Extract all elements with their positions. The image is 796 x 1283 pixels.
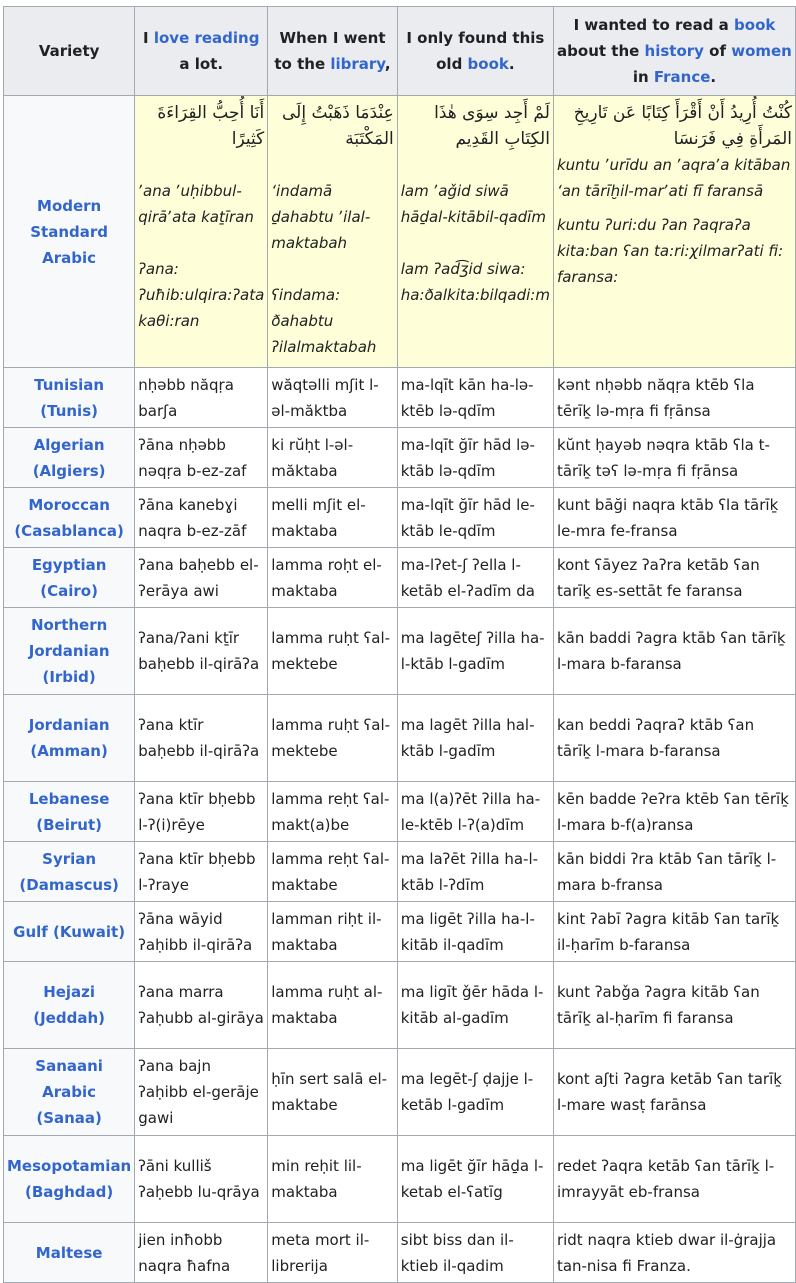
phrase-cell: kunt bāği naqra ktāb ʕla tārīḵ le-mra fe-fransa	[553, 488, 795, 548]
phrase-cell: melli mʃit el-maktaba	[268, 488, 397, 548]
table-row	[4, 902, 796, 962]
variety-cell	[4, 782, 135, 842]
phrase-cell: kēn badde ʔeʔra ktēb ʕan tērīḵ l-mara b-f(a)ransa	[553, 782, 795, 842]
transliteration: ʻindamā ḏahabtu ʼilal-maktabah	[271, 182, 371, 252]
variety-cell	[4, 1136, 135, 1223]
phrase-cell: kan beddi ʔaqraʔ ktāb ʕan tārīḵ l-mara b-faransa	[553, 695, 795, 782]
phrase-cell: lamma ruḥt ʕal-mektebe	[268, 695, 397, 782]
header-col3: I only found this old book.	[397, 7, 553, 96]
phrase-cell: ʔāna kanebɣi naqra b-ez-zāf	[135, 488, 268, 548]
variety-cell	[4, 428, 135, 488]
phrase-cell: lamma reḥt ʕal-makt(a)be	[268, 782, 397, 842]
table-row	[4, 962, 796, 1049]
table-row	[4, 488, 796, 548]
variety-link[interactable]: Lebanese (Beirut)	[28, 789, 110, 834]
arabic-text: كُنْتُ أُرِيدُ أَنْ أَقْرَأَ كِتَابًا عَن تَارِيخِ المَرأَةِ فِي فَرَنسَا	[573, 103, 792, 149]
phrase-cell: ʔāna wāyid ʔaḥibb il-qirāʔa	[135, 902, 268, 962]
table-row	[4, 548, 796, 608]
phrase-cell: ʔana bajn ʔaḥibb el-gerāje gawi	[135, 1049, 268, 1136]
table-row	[4, 782, 796, 842]
phrase-cell: lamma roḥt el-maktaba	[268, 548, 397, 608]
variety-cell	[4, 548, 135, 608]
table-row	[4, 428, 796, 488]
variety-link[interactable]: Tunisian (Tunis)	[34, 375, 105, 420]
cell-msa-3	[397, 96, 553, 368]
phrase-cell: ʔana baḥebb el-ʔerāya awi	[135, 548, 268, 608]
phrase-cell: ʔana/ʔani kṯīr baḥebb il-qirāʔa	[135, 608, 268, 695]
cell-msa-1	[135, 96, 268, 368]
variety-link[interactable]: Mesopotamian (Baghdad)	[7, 1157, 132, 1201]
table-row	[4, 695, 796, 782]
header-col1: I love reading a lot.	[135, 7, 268, 96]
variety-cell	[4, 608, 135, 695]
phrase-cell: sibt biss dan il-ktieb il-qadim	[397, 1223, 553, 1283]
cell-msa-2	[268, 96, 397, 368]
variety-link[interactable]: Hejazi (Jeddah)	[33, 983, 105, 1027]
phrase-cell: ʔana marra ʔaḥubb al-girāya	[135, 962, 268, 1049]
phrase-cell: nḥəbb năqṛa barʃa	[135, 368, 268, 428]
variety-cell	[4, 962, 135, 1049]
phrase-cell: ma lagēt ʔilla hal-ktāb l-gadīm	[397, 695, 553, 782]
phrase-cell: kān baddi ʔagra ktāb ʕan tārīḵ l-mara b-faransa	[553, 608, 795, 695]
phrase-cell: ma-lʔet-ʃ ʔella l-ketāb el-ʔadīm da	[397, 548, 553, 608]
variety-cell	[4, 488, 135, 548]
link-france[interactable]: France	[653, 68, 711, 86]
arabic-text: لَمْ أَجِد سِوَى هٰذَا الكِتَابِ القَدِيم	[434, 103, 550, 149]
header-col4: I wanted to read a book about the history of women in France.	[553, 7, 795, 96]
dialect-rows	[4, 368, 796, 1283]
phrase-cell: kont aʃti ʔagra ketāb ʕan tarīḵ l-mare wasṭ farānsa	[553, 1049, 795, 1136]
table-row	[4, 1223, 796, 1283]
table-row	[4, 1136, 796, 1223]
table-row	[4, 1049, 796, 1136]
table-row	[4, 368, 796, 428]
phrase-cell: ʔāni kulliš ʔaḥebb lu-qrāya	[135, 1136, 268, 1223]
header-variety: Variety	[4, 7, 135, 96]
table-row-msa	[4, 96, 796, 368]
phrase-cell: lamma ruḥt ʕal-mektebe	[268, 608, 397, 695]
header-col2: When I went to the library,	[268, 7, 397, 96]
ipa-text: ʕindama: ðahabtu ʔilalmaktabah	[271, 286, 377, 356]
phrase-cell: jien inħobb naqra ħafna	[135, 1223, 268, 1283]
arabic-text: أَنَا أُحِبُّ القِرَاءَةَ كَثِيرًا	[157, 103, 265, 149]
variety-link[interactable]: Algerian (Algiers)	[32, 435, 106, 480]
phrase-cell: kŭnt ḥayəb nəqra ktāb ʕla t-tārīḵ təʕ lə-mṛa fi fṛānsa	[553, 428, 795, 488]
phrase-cell: ʔana ktīr bḥebb l-ʔraye	[135, 842, 268, 902]
variety-link[interactable]: Maltese	[35, 1243, 103, 1262]
transliteration: kuntu ʼurīdu an ʼaqraʼa kitāban ʻan tārīḫil-marʼati fī faransā	[556, 156, 791, 200]
variety-cell	[4, 1223, 135, 1283]
phrase-cell: ḥīn sert salā el-maktabe	[268, 1049, 397, 1136]
phrase-cell: min reḥit lil-maktaba	[268, 1136, 397, 1223]
phrase-cell: ʔāna nḥəbb nəqṛa b-ez-zaf	[135, 428, 268, 488]
phrase-cell: lamma ruḥt al-maktaba	[268, 962, 397, 1049]
variety-link[interactable]: Jordanian (Amman)	[28, 716, 110, 760]
variety-cell	[4, 1049, 135, 1136]
transliteration: lam ʼaǧid siwā hāḏal-kitābil-qadīm	[400, 182, 546, 226]
variety-cell	[4, 902, 135, 962]
variety-link[interactable]: Sanaani Arabic (Sanaa)	[35, 1057, 103, 1127]
header-row	[4, 7, 796, 96]
phrase-cell: kənt nḥəbb năqṛa ktēb ʕla tērīḵ lə-mṛa fi fṛānsa	[553, 368, 795, 428]
phrase-cell: ma l(a)ʔēt ʔilla ha-le-ktēb l-ʔ(a)dīm	[397, 782, 553, 842]
phrase-cell: ma-lqīt ğīr hād le-ktāb le-qdīm	[397, 488, 553, 548]
phrase-cell: ma-lqīt ğīr hād lə-ktāb lə-qdīm	[397, 428, 553, 488]
link-love-reading[interactable]: love reading	[153, 29, 260, 47]
transliteration: ʼana ʼuḥibbul-qirāʼata kaṯīran	[138, 182, 254, 226]
link-women[interactable]: women	[731, 42, 792, 60]
ipa-text: ʔana: ʔuħib:ulqira:ʔata kaθi:ran	[138, 260, 265, 330]
link-book[interactable]: book	[467, 55, 509, 73]
phrase-cell: ridt naqra ktieb dwar il-ġrajja tan-nisa fi Franza.	[553, 1223, 795, 1283]
arabic-text: عِنْدَمَا ذَهَبْتُ إِلَى المَكْتَبَة	[282, 103, 394, 149]
variety-cell	[4, 842, 135, 902]
phrase-cell: ma lagēteʃ ʔilla ha-l-ktāb l-gadīm	[397, 608, 553, 695]
phrase-cell: ma legēt-ʃ ḍajje l-ketāb l-gadīm	[397, 1049, 553, 1136]
variety-link[interactable]: Gulf (Kuwait)	[13, 922, 126, 941]
phrase-cell: redet ʔaqra ketāb ʕan tārīḵ l-imrayyāt eb-fransa	[553, 1136, 795, 1223]
phrase-cell: ma laʔēt ʔilla ha-l-ktāb l-ʔdīm	[397, 842, 553, 902]
variety-link[interactable]: Egyptian (Cairo)	[31, 555, 107, 600]
phrase-cell: kunt ʔabǧa ʔagra kitāb ʕan tārīḵ al-ḥarīm fi faransa	[553, 962, 795, 1049]
phrase-cell: kont ʕāyez ʔaʔra ketāb ʕan tarīḵ es-settāt fe faransa	[553, 548, 795, 608]
ipa-text: kuntu ʔuri:du ʔan ʔaqraʔa kita:ban ʕan ta:ri:χilmarʔati fi: faransa:	[556, 216, 784, 286]
phrase-cell: ma ligīt ǧēr hāda l-kitāb al-gadīm	[397, 962, 553, 1049]
variety-link[interactable]: Syrian (Damascus)	[19, 849, 119, 894]
variety-cell	[4, 368, 135, 428]
table-row	[4, 608, 796, 695]
phrase-cell: kint ʔabī ʔagra kitāb ʕan tarīḵ il-ḥarīm b-faransa	[553, 902, 795, 962]
variety-link[interactable]: Northern Jordanian (Irbid)	[28, 616, 110, 686]
table-row	[4, 842, 796, 902]
phrase-cell: ma-lqīt kān ha-lə-ktēb lə-qdīm	[397, 368, 553, 428]
phrase-cell: ʔana ktīr baḥebb il-qirāʔa	[135, 695, 268, 782]
phrase-cell: ma ligēt ʔilla ha-l-kitāb il-qadīm	[397, 902, 553, 962]
variety-cell	[4, 695, 135, 782]
link-book-2[interactable]: book	[734, 16, 776, 34]
ipa-text: lam ʔad͡ʒid siwa: ha:ðalkita:bilqadi:m	[400, 260, 550, 304]
link-library[interactable]: library	[330, 55, 385, 73]
cell-msa-4	[553, 96, 795, 368]
dialect-table	[3, 6, 796, 1283]
variety-msa	[4, 96, 135, 368]
phrase-cell: ki rŭḥt l-əl-măktaba	[268, 428, 397, 488]
phrase-cell: ʔana ktīr bḥebb l-ʔ(i)rēye	[135, 782, 268, 842]
variety-link[interactable]: Moroccan (Casablanca)	[14, 495, 124, 540]
phrase-cell: lamman riḥt il-maktaba	[268, 902, 397, 962]
phrase-cell: kān biddi ʔra ktāb ʕan tārīḵ l-mara b-fransa	[553, 842, 795, 902]
link-history[interactable]: history	[644, 42, 704, 60]
phrase-cell: ma ligēt ğīr hāḏa l-ketab el-ʕatīg	[397, 1136, 553, 1223]
phrase-cell: meta mort il-librerija	[268, 1223, 397, 1283]
phrase-cell: wăqtəlli mʃit l-əl-măktba	[268, 368, 397, 428]
variety-link[interactable]: Modern Standard Arabic	[30, 196, 109, 267]
phrase-cell: lamma reḥt ʕal-maktabe	[268, 842, 397, 902]
